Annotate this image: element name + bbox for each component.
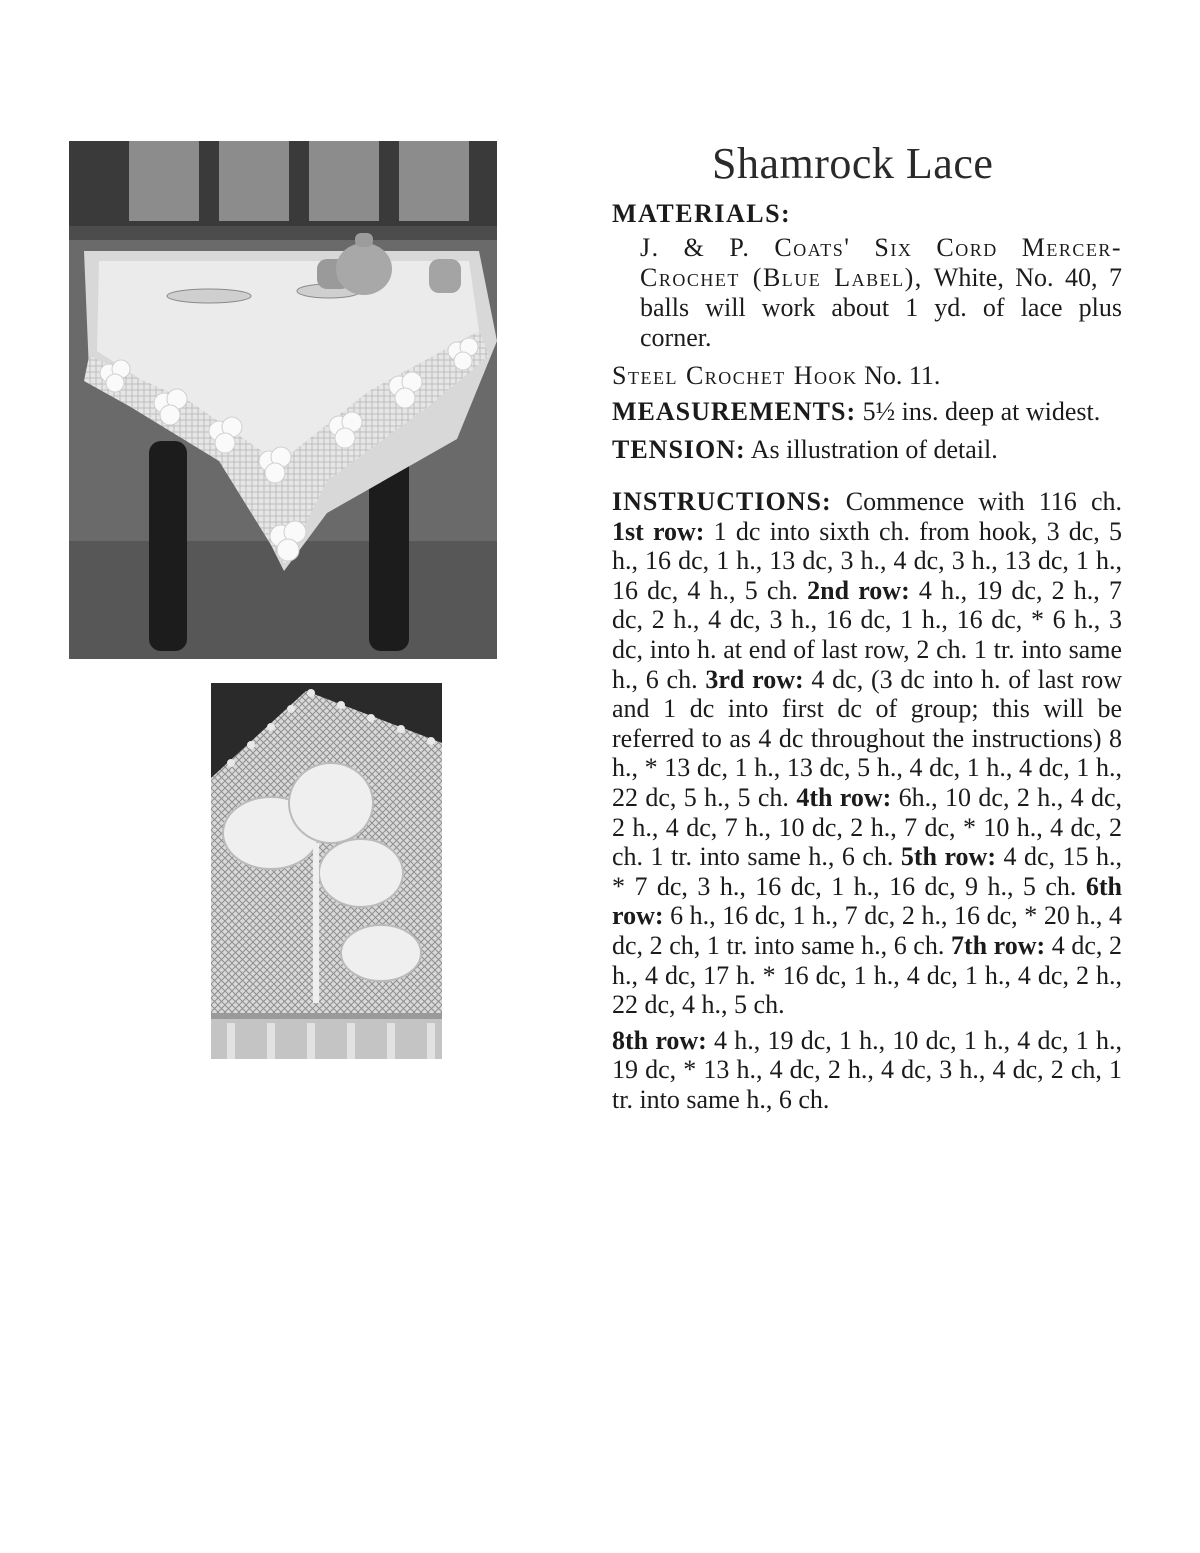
hook-label: Steel Crochet Hook <box>612 361 858 390</box>
pattern-text <box>612 138 1122 1114</box>
row-label: 7th row: <box>950 930 1046 960</box>
measurements-heading: MEASUREMENTS: <box>612 397 857 426</box>
row-label: 2nd row: <box>807 575 910 605</box>
materials-text <box>640 233 1122 353</box>
tension <box>612 435 1122 465</box>
measurements <box>612 397 1122 427</box>
instructions-row-8 <box>612 1026 1122 1115</box>
materials-heading: MATERIALS: <box>612 199 792 228</box>
page-title: Shamrock Lace <box>712 139 994 188</box>
row-label: 5th row: <box>900 842 996 872</box>
row-label: 6th row: <box>612 871 1122 931</box>
row-label: 4th row: <box>796 782 892 812</box>
instructions-heading: INSTRUCTIONS: <box>612 487 832 516</box>
lace-detail-photo <box>211 683 442 1059</box>
row-label: 1st row: <box>612 516 705 546</box>
hook-size: No. 11. <box>857 361 941 390</box>
brand-text: J. & P. Coats' Six Cord Mercer-Crochet (Blue Label), <box>640 233 1122 292</box>
tension-text: As illustration of detail. <box>745 435 998 464</box>
row-text: 4 h., 19 dc, 2 h., 7 dc, 2 h., 4 dc, 3 h., 16 dc, 1 h., 16 dc, * 6 h., 3 dc, into h. at end of last row, 2 ch. 1 tr. into same h., 6 ch. <box>612 575 1122 694</box>
instructions <box>612 487 1122 1020</box>
materials-rest: White, No. 40, 7 balls will work about 1 yd. of lace plus corner. <box>640 263 1122 352</box>
instructions-intro: Commence with 116 ch. <box>831 487 1122 516</box>
hook-text <box>612 361 1122 391</box>
row-text: 1 dc into sixth ch. from hook, 3 dc, 5 h., 16 dc, 1 h., 13 dc, 3 h., 4 dc, 3 h., 13 dc, 1 h., 16 dc, 4 h., 5 ch. <box>612 516 1122 605</box>
row-text: 4 dc, 15 h., * 7 dc, 3 h., 16 dc, 1 h., 16 dc, 9 h., 5 ch. <box>612 842 1123 901</box>
measurements-text: 5½ ins. deep at widest. <box>856 397 1101 426</box>
row-label: 8th row: <box>612 1025 707 1055</box>
row-text: 4 h., 19 dc, 1 h., 10 dc, 1 h., 4 dc, 1 h., 19 dc, * 13 h., 4 dc, 2 h., 4 dc, 3 h., 4 dc, 2 ch, 1 tr. into same h., 6 ch. <box>612 1025 1122 1114</box>
row-text: 6h., 10 dc, 2 h., 4 dc, 2 h., 4 dc, 7 h., 10 dc, 2 h., 7 dc, * 10 h., 4 dc, 2 ch. 1 tr. into same h., 6 ch. <box>612 782 1122 872</box>
row-text: 6 h., 16 dc, 1 h., 7 dc, 2 h., 16 dc, * 20 h., 4 dc, 2 ch, 1 tr. into same h., 6 ch. <box>612 901 1122 960</box>
row-text: 4 dc, (3 dc into h. of last row and 1 dc into first dc of group; this will be referred to as 4 dc throughout the instructions) 8 h., * 13 dc, 1 h., 13 dc, 5 h., 4 dc, 1 h., 4 dc, 1 h., 22 dc, 5 h., 5 ch. <box>612 664 1122 812</box>
tension-heading: TENSION: <box>612 435 746 464</box>
row-text: 4 dc, 2 h., 4 dc, 17 h. * 16 dc, 1 h., 4 dc, 1 h., 4 dc, 2 h., 22 dc, 4 h., 5 ch. <box>612 930 1123 1020</box>
row-label: 3rd row: <box>705 664 804 694</box>
tablecloth-photo <box>69 141 497 659</box>
